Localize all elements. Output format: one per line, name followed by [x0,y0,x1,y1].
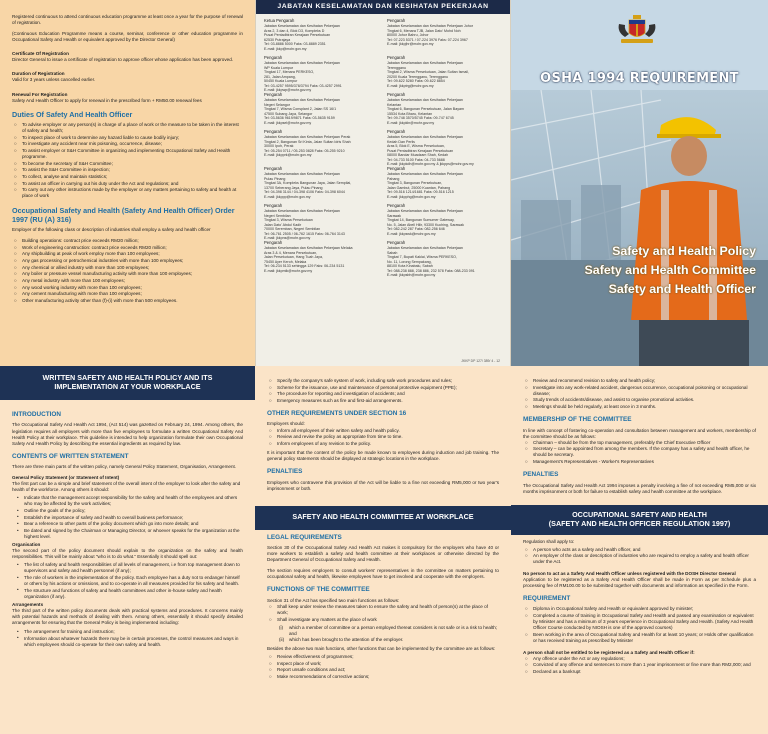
function-subitem [279,625,499,637]
office-address-line: E-mail: jkkpprk@mohr.gov.my [264,153,312,158]
function-subitem [279,637,499,643]
requirement-heading: REQUIREMENT [523,594,571,602]
office-address-line: E-mail: jkkpswk@mohr.gov.my [387,231,436,236]
renewal-text: Safety And Health Officer to apply for renewal in the prescribed form + RM50.00 renewal fees [12,97,202,103]
office-address-line: Tingkat 6, Menara TJB, Jalan Dato' Mohd Noh [387,28,461,33]
other-function-item: ○ Review effectiveness of programmes; [277,654,499,660]
membership-item: ○ Chairman – should be from the top management, preferably the Chief Executive Officer [533,440,756,446]
requirement-item: ○ Completed a course of training in Occupational Safety and Health and passed any examination or equivalent by Minister and has a minimum of 3 years experience in Occupational Safety and Health. (Safety And Health Officer Course conducted by NIOSH is one of the approved courses) [533,613,756,631]
office-address-line: Negeri Selangor [264,102,290,107]
contents-text: There are three main parts of the written policy, namely General Policy Statement, Organisation, Arrangement. [12,464,237,470]
penalties-heading: PENALTIES [267,468,303,476]
arrangement-item: • The arrangement for training and instruction; [24,629,243,635]
office-entry [387,92,502,129]
office-address-line: Jabatan Keselamatan dan Kesihatan Pekerjaan [387,61,463,66]
directory-grid [256,14,510,277]
panel-officer-regulation [511,366,768,734]
not-entitled-heading: A person shall not be entitled to be registered as a Safety and Health Officer if: [523,649,695,655]
cover-title-officer: Safety and Health Officer [608,281,756,296]
office-address-line: Jabatan Keselamatan dan Kesihatan Pekerjaan [387,172,463,177]
office-address-line: Tingkat 7, Bupati Kaklai, Wisma PERKESO, [387,255,457,260]
office-address-line: Tel: 04-733 5100 Faks: 04-733 5688 [387,157,445,162]
office-address-line: Jabatan Keselamatan dan Kesihatan Pekerjaan [264,172,340,177]
office-address-line: E-mail: jkkpkln@mohr.gov.my [387,120,435,125]
officer-banner-line2: (SAFETY AND HEALTH OFFICER REGULATION 1997) [548,518,731,528]
membership-item: ○ Secretary – can be appointed from among the members. If the company has a safety and health officer, he should be secretary. [533,446,756,458]
office-entry [387,55,502,92]
office-title: Pengarah [387,240,406,245]
office-address-line: Jalan Gambut, 25000 Kuantan, Pahang [387,185,451,190]
office-address-line: Negeri Sembilan [264,213,291,218]
contents-heading: CONTENTS OF WRITTEN STATEMENT [12,452,129,460]
not-entitled-item: ○ Convicted of any offence and sentences to more than 1 year imprisonment or fine more than RM2,000; and [533,662,756,668]
office-address-line: Jabatan Keselamatan dan Kesihatan Pekerjaan [264,98,340,103]
office-entry [387,166,502,203]
office-entry [264,55,379,92]
office-address-line: Tingkat 3, Wisma Persekutuan [264,218,313,223]
office-address-line: Tel: 09-516 1214/1681 Faks: 09-516 1215 [387,190,454,195]
office-address-line: Jabatan Keselamatan dan Kesihatan Pekerjaan [264,209,340,214]
office-title: Pengarah [387,203,406,208]
office-address-line: WP Kuala Lumpur [264,65,294,70]
organisation-text: The second part of the policy document should explain to the organization on the safety and health responsibilities. This will be mainly about "who is to do what." Essentially it should spell out: [12,548,243,560]
office-address-line: Aras 5, Blok E, Wisma Persekutuan, [387,144,445,149]
office-entry [264,129,379,166]
org-item: • The role of workers in the implementation of the policy. Each employee has a duty not to endanger himself or others by his actions or omissions, and to co-operate in all measures provided for his safety and health. [24,575,243,587]
industry-item: ○ Work of engineering construction: contract price exceeds RM20 million; [22,245,243,251]
office-address-line: Jabatan Keselamatan dan Kesihatan Pekerjaan Perak [264,135,351,140]
office-address-line: Tel: 06-761 2505 / 06-762 1615 Faks: 06-764 3143 [264,231,345,236]
office-entry [387,240,502,277]
gps-heading: General Policy Statement (or Statement of Intent) [12,475,120,481]
cover-titles [585,242,756,299]
list-item: ○ Emergency measures such as fire and first-aid arrangements. [277,398,499,404]
org-item: • The list of safety and health responsibilities of all levels of management, i.e from top management down to supervisors and safety and health personnel (if any); [24,562,243,574]
not-entitled-list [523,656,756,675]
office-title: Pengarah [387,166,406,171]
office-address-line: 50450 Kuala Lumpur [264,79,298,84]
industry-item: ○ Any metal industry with more than 100 employees; [22,278,243,284]
office-title: Ketua Pengarah [264,18,295,23]
function-item: ○ Shall investigate any matters at the place of work [277,617,499,623]
section16-item: ○ Inform all employees of their written safety and health policy. [277,428,499,434]
committee-function-list [523,378,756,410]
list-item: ○ Meetings should be held regularly, at least once in 3 months. [533,404,756,410]
office-address-line: Jalan Persekutuan, Hang Tuah Jaya, [264,255,323,260]
section16-list [267,428,499,447]
office-title: Pengarah [264,166,283,171]
office-title: Pengarah [387,55,406,60]
office-address-line: Tel: 03-5636 9619/9871 Faks: 03-5635 9159 [264,116,335,121]
arrangements-text: The third part of the written policy documents deals with practical systems and procedures. It concerns mainly with potential hazards and methods of dealing with them. Among others, essentially it should specify detailed arrangements for ensuring that the General Policy is being implemented including: [12,608,243,626]
duty-item: ○ To inspect place of work to determine any hazard liable to cause bodily injury; [22,135,243,141]
document-code: JKKP DP 127/ 389/ 4 - 12 [461,358,500,363]
renewal-heading: Renewal For Registration [12,91,68,97]
office-address-line: Tingkat 14, Bangunan Sumumer Gateway, [387,218,455,223]
industry-item: ○ Building operations: contract price exceeds RM20 million; [22,238,243,244]
industries-list [12,238,243,304]
duty-item: ○ To collect, analyse and maintain statistics; [22,174,243,180]
office-address-line: Jabatan Keselamatan dan Kesihatan Pekerjaan [387,209,463,214]
office-title: Pengarah [264,203,283,208]
office-address-line: Tel: 07-223 5371 / 07-224 3976 Faks: 07-224 3967 [387,37,468,42]
office-entry [387,203,502,240]
office-address-line: Tingkat 3, Bangunan Persekutuan, [387,181,443,186]
section16-lead: Employers should: [267,421,305,427]
duty-item: ○ To become the secretary of S&H Committee; [22,161,243,167]
list-item: ○ Investigate into any work-related accident, dangerous occurrence, occupational poisoning or occupational disease; [533,385,756,397]
list-item: ○ Review and recommend revision to safety and health policy; [533,378,756,384]
office-address-line: E-mail: jkkpwp@mohr.gov.my [264,88,312,92]
office-address-line: Jabatan Keselamatan dan Kesihatan Pekerjaan [387,98,463,103]
office-address-line: Tel: 088-238 888, 238 886, 232 578 Faks: 088-233 091 [387,268,475,273]
gps-item: • Bear a reference to other parts of the policy document which go into more details; and [24,521,243,527]
office-address-line: E-mail: jkkptrg@mohr.gov.my [387,83,434,88]
panel-directory [255,0,511,366]
office-address-line: Jalan Dato' Abdul Kadir [264,222,302,227]
penalties-text: Employers who contravene this provision of the Act will be liable to a fine not exceeding RM5,000 or two year's imprisonment or both. [267,479,499,491]
officer-banner-line1: OCCUPATIONAL SAFETY AND HEALTH [572,510,707,520]
office-address-line: Jabatan Keselamatan dan Kesihatan Pekerjaan [387,246,463,251]
function-item: ○ Shall keep under review the measures taken to ensure the safety and health of person(s) at the place of work; [277,604,499,616]
office-address-line: Tel: 082-242 287 Faks: 082-256 646 [387,227,445,232]
gps-list [12,495,243,540]
other-function-item: ○ Inspect place of work; [277,661,499,667]
membership-item: ○ Management's Representatives - Worker's Representatives [533,459,756,465]
gps-item: • Be dated and signed by the Chairman or Managing Director, or whoever speaks for the organization at the highest level. [24,528,243,540]
office-title: Pengarah [387,18,406,23]
office-address-line: No. 11, Lorong Sempakang, [387,259,432,264]
office-title: Pengarah [264,55,283,60]
functions-heading: FUNCTIONS OF THE COMMITTEE [267,586,370,594]
office-address-line: E-mail: jkkpsel@mohr.gov.my [264,120,312,125]
office-address-line: Jabatan Keselamatan dan Kesihatan Pekerjaan [387,135,463,140]
office-address-line: Aras 3 & 4, Menara Persekutuan, [264,250,318,255]
requirement-item: ○ Been working in the area of Occupational Safety and Health for at least 10 years; or Holds other qualification or has received training as prescribed by Minister [533,632,756,644]
office-address-line: 70000 Seremban, Negeri Sembilan [264,227,321,232]
duty-item: ○ To assist employer or S&H Committee in organizing and implementing Occupational Safety and Health programme. [22,148,243,160]
office-address-line: Jabatan Keselamatan dan Kesihatan Pekerjaan Melaka [264,246,353,251]
subitem-text: which has been brought to the attention of the employer. [289,636,404,642]
regulation-item: ○ A person who acts as a safety and health officer, and [533,547,756,553]
org-item: • The structure and functions of safety and health committees and other in-house safety and health organization (if any). [24,588,243,600]
legal-text-2: The section requires employers to consult workers' representatives in the committee on matters pertaining to occupational safety and health, likewise employees have to get involved and cooperate with the employers. [267,568,499,580]
introduction-heading: INTRODUCTION [12,411,61,418]
regulation-heading: Occupational Safety and Health (Safety And Health Officer) Order 1997 (RU (A) 316) [12,206,235,224]
introduction-text: The Occupational Safety And Health Act 1994, (Act 514) was gazetted on February 24, 1994. Among others, the legislation requires all employers with more than five employees to formulate a written Occupational Safety And Health Policy at their workplace. This guideline is intended to help organization formulate their own Occupational Safety And Health Policy by describing the essential ingredients as required by law. [12,422,243,446]
office-address-line: Terengganu [387,65,406,70]
office-entry [264,92,379,129]
gps-item: • Outline the goals of the policy; [24,508,243,514]
subitem-text: which a member of committee or a person employed thereat considers is not safe or is a risk to health; and [289,624,498,636]
office-address-line: 13700 Seberang Jaya, Pulau Pinang [264,185,323,190]
office-address-line: Pusat Pentadbiran Kerajaan Persekutuan [264,33,331,38]
penalties-heading-2: PENALTIES [523,471,559,479]
officer-regulation-banner [511,505,768,535]
office-address-line: E-mail: jkkpns@mohr.gov.my [264,236,311,240]
cep-text: (Continuous Education Programme means a course, seminar, conference or other education programme in Occupational Safety and Health or equivalent approved by the Director General) [12,31,243,43]
office-title: Pengarah [264,129,283,134]
section16-item: ○ Inform employees of any revision to the policy. [277,441,499,447]
coat-of-arms-icon [613,14,661,46]
office-address-line: Pusat Pentadbiran Kerajaan Persekutuan [387,148,454,153]
section16-text: It is important that the content of the policy be made known to employees during induction and job training. The general policy statements should be displayed at strategic locations in the workplace. [267,449,499,461]
industry-item: ○ Any boiler or pressure vessel manufacturing activity with more than 100 employees; [22,271,243,277]
office-entry [264,18,379,55]
not-entitled-item: ○ Any offence under the Act or any regulations; [533,656,756,662]
other-functions-list [267,654,499,680]
industry-item: ○ Any cement manufacturing with more than 100 employees; [22,291,243,297]
membership-text: In line with concept of fostering co-operation and consultation between management and workers, membership of the committee should be as follows: [523,427,756,439]
office-address-line: Tel: 09-748 3570/5745 Faks: 09-747 6745 [387,116,454,121]
office-address-line: Tingkat 7, Wisma Consplant 2, Jalan SS 16/1 [264,107,337,112]
office-address-line: Tingkat 2, Bangunan Sri Kinta, Jalan Sultan Idris Shah [264,139,351,144]
functions-lead: Section 31 of the Act has specified two main functions as follows: [267,597,400,603]
arrangements-heading: Arrangements [12,601,44,607]
duty-item: ○ To assist an officer in carrying out his duty under the Act and regulations; and [22,181,243,187]
directory-right-column [387,18,502,277]
office-address-line: Tel: 06-234 5133 sehingga 129 Faks: 06-234 5131 [264,264,345,269]
office-address-line: 20200 Kuala Terengganu, Terengganu [387,74,449,79]
subitem-number: (i) [279,624,284,630]
office-address-line: Jabatan Keselamatan dan Kesihatan Pekerjaan Johor [387,24,473,29]
office-address-line: Sarawak [387,213,401,218]
banner-text: WRITTEN SAFETY AND HEALTH POLICY AND ITS IMPLEMENTATION AT YOUR WORKPLACE [42,373,213,391]
cover-title-policy: Safety and Health Policy [612,244,756,258]
office-address-line: Tel: 03-4257 9595/378/3794 Faks: 03-4257 2991 [264,83,342,88]
office-address-line: Tel: 04-398 3144 / 04-398 4106 Faks: 04-398 6044 [264,190,345,195]
office-address-line: E-mail: jkkpkdh@mohr.gov.my & jkkpps@mohr.gov.my [387,162,474,166]
office-entry [264,166,379,203]
office-address-line: Tingkat 3A, Kompleks Bangunan Jaya, Jalan Sempilai, [264,181,352,186]
cert-heading: Certificate Of Registration [12,51,69,57]
worker-photo [511,90,768,366]
office-address-line: Jabatan Keselamatan dan Kesihatan Pekerjaan [264,61,340,66]
other-function-item: ○ Report unsafe conditions and act; [277,667,499,673]
office-address-line: E-mail: jkkpsbh@mohr.gov.my [387,273,436,277]
panel-cover [511,0,768,366]
industry-item: ○ Any gas processing or petrochemical industries with more than 100 employees; [22,258,243,264]
office-entry [264,240,379,277]
arrangement-item: • Information about whatever hazards there may be in certain processes, the control measures and ways in which employees should co-operate for their own safety and health. [24,636,243,648]
membership-heading: MEMBERSHIP OF THE COMMITTEE [523,416,632,424]
office-address-line: No. 5, Jalan Abell Hilir, 93300 Kuching, Sarawak [387,222,464,227]
office-address-line: 15534 Kota Bharu, Kelantan [387,111,433,116]
directory-heading: JABATAN KESELAMATAN DAN KESIHATAN PEKERJAAN [256,0,510,14]
office-address-line: 80000 Johor Bahru, Johor [387,33,429,38]
office-address-line: Pahang [387,176,400,181]
legal-heading: LEGAL REQUIREMENTS [267,533,342,541]
membership-list [523,440,756,465]
office-address-line: Tingkat 2, Wisma Persekutuan, Jalan Sultan Ismail, [387,70,469,75]
policy-arrangement-list [267,378,499,404]
directory-left-column [264,18,379,277]
intro-text: Registered continuous to attend continuous education programme at least once a year for the purpose of renewal of registration. [12,14,243,26]
office-entry [387,18,502,55]
regulation-lead: Regulation shall apply to: [523,538,575,544]
list-item: ○ Study trends of accidents/disease, and assist to organise promotional activities. [533,397,756,403]
section16-heading: OTHER REQUIREMENTS UNDER SECTION 16 [267,410,407,418]
penalties-text-2: The Occupational Safety and Health Act 1994 imposes a penalty involving a fine of not exceeding RM5,000 or six months imprisonment or both for failure to establish safety and health committee at the workplace. [523,482,756,494]
industry-item: ○ Any chemical or allied industry with more than 100 employees; [22,265,243,271]
office-address-line: Tel: 03-8886 5000 Faks: 03-8889 2351 [264,42,326,47]
office-address-line: Tingkat 6, Bangunan Persekutuan, Jalan Bayam [387,107,464,112]
office-address-line: 88100 Kota Kinabalu, Sabah [387,264,433,269]
duties-heading: Duties Of Safety And Health Officer [12,109,133,119]
regulation-text: Employer of the following class or description of industries shall employ a safety and health officer [12,226,211,232]
industry-item: ○ Any wood working industry with more than 100 employees; [22,285,243,291]
office-address-line: 30000 Ipoh, Perak [264,144,294,149]
panel-written-policy [0,366,255,734]
industry-item: ○ Any shipbuilding at peak of work employ more than 100 employees; [22,251,243,257]
office-address-line: 47500 Subang Jaya, Selangor [264,111,313,116]
list-item: ○ The procedure for reporting and investigation of accidents; and [277,391,499,397]
office-address-line: Tel: 09-622 5280 Faks: 09-622 8854 [387,79,445,84]
office-address-line: E-mail: jkkp@mohr.gov.my [264,46,307,51]
office-address-line: Kelantan [387,102,402,107]
other-function-item: ○ Make recommendations of corrective actions; [277,674,499,680]
office-title: Pengarah [387,92,406,97]
cover-osha-title: OSHA 1994 REQUIREMENT [540,71,739,86]
office-title: Pengarah [387,129,406,134]
functions-text: Besides the above two main functions, other functions that can be implemented by the committee are as follows: [267,645,496,651]
functions-list [267,604,499,623]
panel-officer-registration [0,0,255,366]
office-address-line: Tel: 05-254 0711 / 05-253 0828 Faks: 05-255 9210 [264,148,345,153]
gps-item: • Establish the importance of safety and health to overall business performance; [24,515,243,521]
office-address-line: Tingkat 17, Menara PERKESO, [264,70,315,75]
subitem-number: (ii) [279,636,285,642]
office-title: Pengarah [264,92,283,97]
no-person-text: Application to be registered as a Safety And Health Officer shall be made in Form as per Schedule plus a processing fee of RM100.00 to be submitted together with documents and information as specified in the Form. [523,576,756,588]
duty-item: ○ To carry out any other instructions made by the employer or any matters pertaining to safety and health at place of work [22,187,243,199]
office-address-line: E-mail: jkkpmlk@mohr.gov.my [264,268,313,273]
office-address-line: 281, Jalan Ampang, [264,74,296,79]
office-address-line: E-mail: jkkpphg@mohr.gov.my [387,194,436,199]
office-address-line: 08000 Bandar Muadzam Shah, Kedah [387,153,449,158]
office-address-line: Kedah Dan Perlis [387,139,415,144]
no-person-heading: No person to act as a Safety And Health Officer unless registered with the DOSH Director General [523,570,736,576]
industry-item: ○ Other manufacturing activity other than (f)-(i) with more than 500 employees. [22,298,243,304]
org-list [12,562,243,600]
organisation-heading: Organisation [12,542,41,548]
regulation-item: ○ An employer of the class or description of industries who are required to employ a safety and health officer under the Act. [533,553,756,565]
office-entry [264,203,379,240]
panel-committee [255,366,511,734]
office-entry [387,129,502,166]
office-title: Pengarah [264,240,283,245]
duty-item: ○ To advise employer or any person(s) in charge of a place of work or the measure to be taken in the interest of safety and health; [22,122,243,134]
regulation-apply-list [523,547,756,566]
office-address-line: Jabatan Keselamatan dan Kesihatan Pekerjaan [264,24,340,29]
list-item: ○ Scheme for the issuance, use and maintenance of personal protective equipment (PPE); [277,385,499,391]
not-entitled-item: ○ Declared as a bankrupt [533,669,756,675]
requirement-list [523,606,756,644]
functions-sublist [267,625,499,643]
list-item: ○ Specify the company's safe system of work, including safe work procedures and rules; [277,378,499,384]
gps-item: • Indicate that the management accept responsibility for the safety and health of the employees and others who may be affected by the work activities; [24,495,243,507]
office-address-line: Sabah [387,250,398,255]
office-address-line: 75450 Ayer Keroh, Melaka [264,259,307,264]
section16-item: ○ Review and revise the policy as appropriate from time to time. [277,434,499,440]
written-policy-banner [0,366,255,400]
office-address-line: E-mail: jkkpjhr@mohr.gov.my [387,42,434,47]
committee-banner-text: SAFETY AND HEALTH COMMITTEE AT WORKPLACE [292,512,474,522]
gps-text: The first part can be a simple and brief statement of the overall intent of the employer to look after the safety and health of the workforce. Among others it should: [12,481,241,493]
office-address-line: E-mail: jkkppp@mohr.gov.my [264,194,311,199]
legal-text-1: Section 30 of the Occupational Safety And Health Act makes it compulsory for the employers who have 40 or more workers to establish a safety and health committee at their workplaces or otherwise directed by the Department General of Occupational Safety and Health. [267,545,499,563]
duties-list [12,122,243,200]
duty-item: ○ To investigate any accident near mis poisoning, occurrence, disease; [22,141,243,147]
requirement-item: ○ Diploma in Occupational Safety and Health or equivalent approved by minister; [533,606,756,612]
duration-heading: Duration of Registration [12,71,65,77]
office-address-line: 62530 Putrajaya [264,37,291,42]
cover-title-committee: Safety and Health Committee [584,262,756,277]
committee-banner [255,506,511,530]
arr-list [12,629,243,648]
office-address-line: Aras 2, 3 dan 4, Blok D3, Kompleks D [264,28,325,33]
duration-text: Valid for 3 years unless cancelled earlier. [12,77,96,83]
duty-item: ○ To assist the S&H Committee in inspection; [22,167,243,173]
office-address-line: Pulau Pinang [264,176,286,181]
cert-text: Director General to issue a certificate of registration to approve officer whose application has been approved. [12,57,234,63]
